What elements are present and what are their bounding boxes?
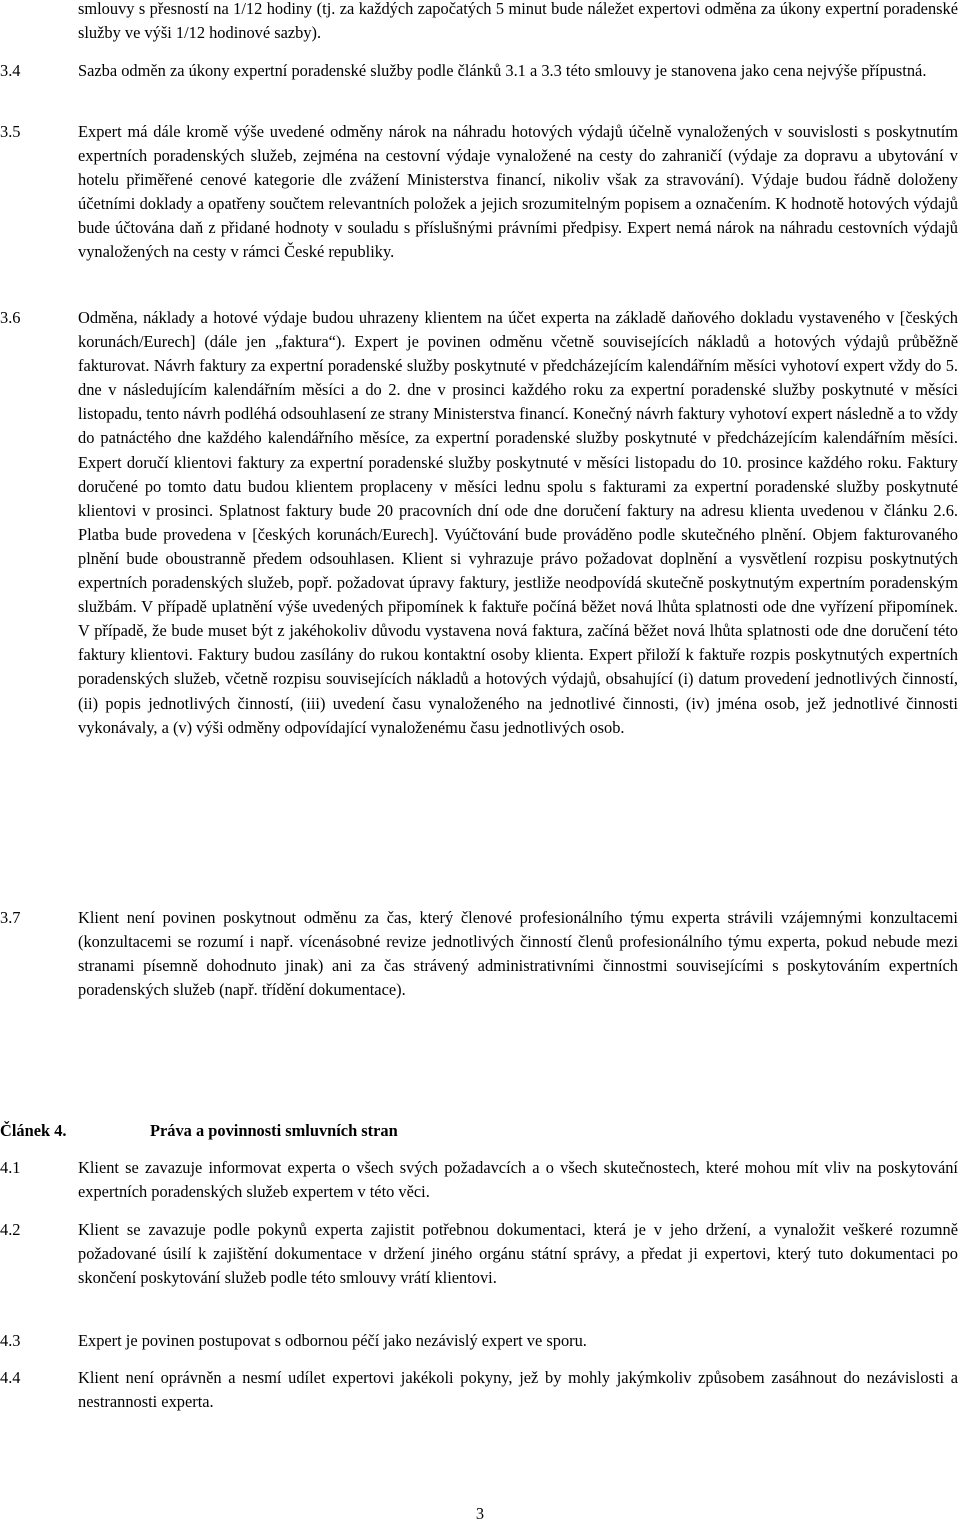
- paragraph-4-3: [0, 1329, 958, 1353]
- paragraph-3-7: [0, 906, 958, 1002]
- paragraph-3-5: [0, 120, 958, 265]
- paragraph-number: 4.2: [0, 1220, 21, 1239]
- paragraph-4-4: [0, 1366, 958, 1414]
- paragraph-4-1: [0, 1156, 958, 1204]
- paragraph-3-6: [0, 306, 958, 740]
- paragraph-number: 3.7: [0, 908, 21, 927]
- paragraph-text: Odměna, náklady a hotové výdaje budou uhrazeny klientem na účet experta na základě daňového dokladu vystaveného v [českých korunách/Eurech] (dále jen „faktura“). Expert je povinen odměnu včetně souvisejících nákladů a hotových výdajů průběžně fakturovat. Návrh faktury za expertní poradenské služby poskytnuté v předcházejícím kalendářním měsíci vyhotoví expert vždy do 5. dne v následujícím kalendářním měsíci a do 2. dne v prosinci každého roku za expertní poradenské služby poskytnuté v měsíci listopadu, tento návrh podléhá odsouhlasení ze strany Ministerstva financí. Konečný návrh faktury vyhotoví expert následně a to vždy do patnáctého dne každého kalendářního měsíce, za expertní poradenské služby poskytnuté v předcházejícím kalendářním měsíci. Expert doručí klientovi faktury za expertní poradenské služby poskytnuté v měsíci listopadu do 10. prosince každého roku. Faktury doručené po tomto datu budou klientem proplaceny v měsíci lednu spolu s fakturami za expertní poradenské služby poskytnuté klientovi v prosinci. Splatnost faktury bude 20 pracovních dní ode dne doručení faktury na adresu klienta uvedenou v článku 2.6. Platba bude provedena v [českých korunách/Eurech]. Vyúčtování bude prováděno podle skutečného plnění. Objem fakturovaného plnění bude oboustranně předem odsouhlasen. Klient si vyhrazuje právo požadovat doplnění a vysvětlení rozpisu poskytnutých expertních poradenských služeb, popř. požadovat úpravy faktury, jestliže neodpovídá skutečně poskytnutým expertním poradenským službám. V případě uplatnění výše uvedených připomínek k faktuře počíná běžet nová lhůta splatnosti ode dne vyřízení připomínek. V případě, že bude muset být z jakéhokoliv důvodu vystavena nová faktura, začíná běžet nová lhůta splatnosti ode dne doručení této faktury klientovi. Faktury budou zasílány do rukou kontaktní osoby klienta. Expert přiloží k faktuře rozpis poskytnutých expertních poradenských služeb, včetně rozpisu souvisejících nákladů a hotových výdajů, obsahující (i) datum provedení jednotlivých činností, (ii) popis jednotlivých činností, (iii) uvedení času vynaloženého na jednotlivé činnosti, (iv) jména osob, jež jednotlivé činnosti vykonávaly, a (v) výši odměny odpovídající vynaloženému času jednotlivých osob.: [78, 308, 958, 737]
- paragraph-number: 4.3: [0, 1331, 21, 1350]
- paragraph-text: Klient není oprávněn a nesmí udílet expertovi jakékoli pokyny, jež by mohly jakýmkoliv způsobem zasáhnout do nezávislosti a nestrannosti experta.: [78, 1368, 958, 1412]
- paragraph-text: Klient se zavazuje podle pokynů experta zajistit potřebnou dokumentaci, která je v jeho držení, a vynaložit veškeré rozumně požadované úsilí k zajištění dokumentace v držení jiného orgánu státní správy, a předat ji expertovi, který tuto dokumentaci po skončení poskytování služeb podle této smlouvy vrátí klientovi.: [78, 1220, 958, 1288]
- paragraph-text: Sazba odměn za úkony expertní poradenské služby podle článků 3.1 a 3.3 této smlouvy je stanovena jako cena nejvýše přípustná.: [78, 61, 927, 80]
- paragraph-number: 4.1: [0, 1158, 21, 1177]
- paragraph-number: 3.5: [0, 122, 21, 141]
- article-title: Práva a povinnosti smluvních stran: [150, 1121, 398, 1140]
- paragraph-number: 3.4: [0, 61, 21, 80]
- paragraph-text: Expert má dále kromě výše uvedené odměny nárok na náhradu hotových výdajů účelně vynaložených v souvislosti s poskytnutím expertních poradenských služeb, zejména na cestovní výdaje vynaložené na cesty do zahraničí (výdaje za dopravu a ubytování v hotelu přiměřené cenové kategorie dle zvážení Ministerstva financí, nikoliv však za stravování). Výdaje budou řádně doloženy účetními doklady a opatřeny součtem relevantních položek a jejich srozumitelným popisem a označením. K hodnotě hotových výdajů bude účtována daň z přidané hodnoty v souladu s příslušnými právními předpisy. Expert nemá nárok na náhradu cestovních výdajů vynaložených na cesty v rámci České republiky.: [78, 122, 958, 262]
- paragraph-4-2: [0, 1218, 958, 1290]
- continuation-text: smlouvy s přesností na 1/12 hodiny (tj. za každých započatých 5 minut bude náležet expertovi odměna za úkony expertní poradenské služby ve výši 1/12 hodinové sazby).: [78, 0, 958, 43]
- article-number: Článek 4.: [0, 1121, 67, 1140]
- paragraph-number: 4.4: [0, 1368, 21, 1387]
- paragraph-text: Klient není povinen poskytnout odměnu za čas, který členové profesionálního týmu experta strávili vzájemnými konzultacemi (konzultacemi se rozumí i např. vícenásobné revize jednotlivých činností členů profesionálního týmu experta, pokud nebude mezi stranami písemně dohodnuto jinak) ani za čas strávený administrativními činnostmi souvisejícími s poskytováním expertních poradenských služeb (např. třídění dokumentace).: [78, 908, 958, 1000]
- paragraph-number: 3.6: [0, 308, 21, 327]
- paragraph-text: Klient se zavazuje informovat experta o všech svých požadavcích a o všech skutečnostech, které mohou mít vliv na poskytování expertních poradenských služeb expertem v této věci.: [78, 1158, 958, 1202]
- paragraph-3-4: [0, 59, 958, 83]
- paragraph-text: Expert je povinen postupovat s odbornou péčí jako nezávislý expert ve sporu.: [78, 1331, 587, 1350]
- page-number: 3: [475, 1504, 485, 1523]
